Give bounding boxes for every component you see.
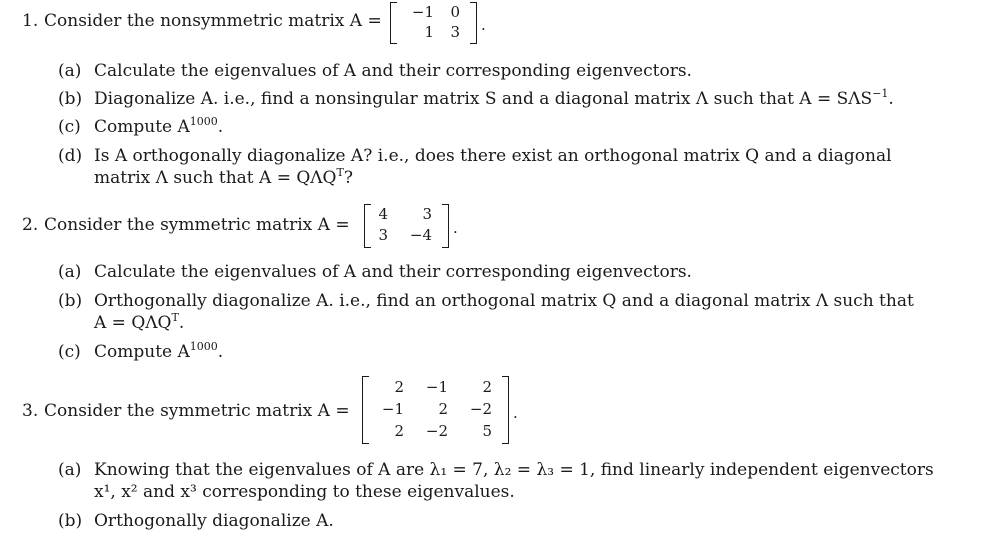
problem-1-part-d xyxy=(58,145,892,167)
problem-2-part-b xyxy=(58,290,914,312)
part-text: Compute A xyxy=(94,117,190,137)
part-text: matrix Λ such that A = QΛQ xyxy=(94,168,337,188)
part-text: Knowing that the eigenvalues of A are λ₁ = 7, λ₂ = λ₃ = 1, find linearly independent eigenvectors xyxy=(94,460,934,480)
matrix-cell: 2 xyxy=(394,422,404,440)
matrix-cell: 0 xyxy=(450,3,460,21)
problem-intro: Consider the symmetric matrix A = xyxy=(44,215,350,235)
matrix-cell: 3 xyxy=(450,23,460,41)
matrix-cell: 2 xyxy=(438,400,448,418)
superscript: 1000 xyxy=(189,340,218,353)
problem-1-part-d-continued xyxy=(94,167,353,189)
part-label: (b) xyxy=(58,511,83,531)
matrix-left-bracket xyxy=(362,376,369,444)
problem-number: 1. xyxy=(22,11,39,31)
matrix-cell: −1 xyxy=(425,378,448,396)
part-tail: . xyxy=(217,117,224,137)
part-text: Calculate the eigenvalues of A and their corresponding eigenvectors. xyxy=(94,61,692,81)
superscript: −1 xyxy=(872,87,889,100)
period: . xyxy=(453,219,458,237)
problem-1-part-c xyxy=(58,116,223,138)
problem-1-part-a xyxy=(58,60,692,82)
problem-2-statement xyxy=(22,214,350,236)
problem-3-part-a-continued xyxy=(94,481,515,503)
matrix-right-bracket xyxy=(470,2,477,44)
matrix-cell: −2 xyxy=(425,422,448,440)
matrix-cell: 2 xyxy=(482,378,492,396)
matrix-cell: 1 xyxy=(424,23,434,41)
problem-2-part-c xyxy=(58,341,223,363)
superscript: T xyxy=(336,166,344,179)
matrix-left-bracket xyxy=(390,2,397,44)
matrix-cell: 3 xyxy=(378,226,388,244)
problem-3-part-a xyxy=(58,459,934,481)
part-text: Orthogonally diagonalize A. i.e., find an orthogonal matrix Q and a diagonal matrix Λ such that xyxy=(94,291,914,311)
problem-number: 2. xyxy=(22,215,39,235)
part-label: (d) xyxy=(58,146,83,166)
part-text: Compute A xyxy=(94,342,190,362)
matrix-right-bracket xyxy=(502,376,509,444)
period: . xyxy=(481,16,486,34)
problem-intro: Consider the nonsymmetric matrix A = xyxy=(44,11,382,31)
part-text: x¹, x² and x³ corresponding to these eigenvalues. xyxy=(94,482,515,502)
matrix-cell: −2 xyxy=(469,400,492,418)
matrix-cell: 4 xyxy=(378,205,388,223)
matrix-cell: −4 xyxy=(409,226,432,244)
problem-intro: Consider the symmetric matrix A = xyxy=(44,401,350,421)
period: . xyxy=(513,404,518,422)
part-label: (b) xyxy=(58,291,83,311)
problem-1-statement xyxy=(22,10,382,32)
problem-number: 3. xyxy=(22,401,39,421)
part-text: Orthogonally diagonalize A. xyxy=(94,511,334,531)
part-label: (c) xyxy=(58,117,81,137)
part-tail: . xyxy=(217,342,224,362)
part-tail: . xyxy=(178,313,185,333)
matrix-cell: 5 xyxy=(482,422,492,440)
part-tail: . xyxy=(888,89,894,109)
part-text: Diagonalize A. i.e., find a nonsingular matrix S and a diagonal matrix Λ such that A = SΛS xyxy=(94,89,873,109)
part-text: Calculate the eigenvalues of A and their corresponding eigenvectors. xyxy=(94,262,692,282)
part-text: Is A orthogonally diagonalize A? i.e., does there exist an orthogonal matrix Q and a diagonal xyxy=(94,146,892,166)
matrix-cell: −1 xyxy=(381,400,404,418)
matrix-cell: −1 xyxy=(411,3,434,21)
superscript: T xyxy=(171,311,179,324)
problem-2-part-b-continued xyxy=(94,312,184,334)
part-label: (a) xyxy=(58,460,82,480)
problem-3-statement xyxy=(22,400,350,422)
part-label: (a) xyxy=(58,262,82,282)
part-label: (b) xyxy=(58,89,83,109)
problem-1-part-b xyxy=(58,88,894,110)
matrix-cell: 3 xyxy=(422,205,432,223)
part-text: A = QΛQ xyxy=(94,313,172,333)
part-label: (a) xyxy=(58,61,82,81)
problem-3-part-b xyxy=(58,510,334,532)
problem-2-part-a xyxy=(58,261,692,283)
part-tail: ? xyxy=(343,168,353,188)
matrix-cell: 2 xyxy=(394,378,404,396)
part-label: (c) xyxy=(58,342,81,362)
superscript: 1000 xyxy=(189,115,218,128)
matrix-right-bracket xyxy=(442,204,449,248)
